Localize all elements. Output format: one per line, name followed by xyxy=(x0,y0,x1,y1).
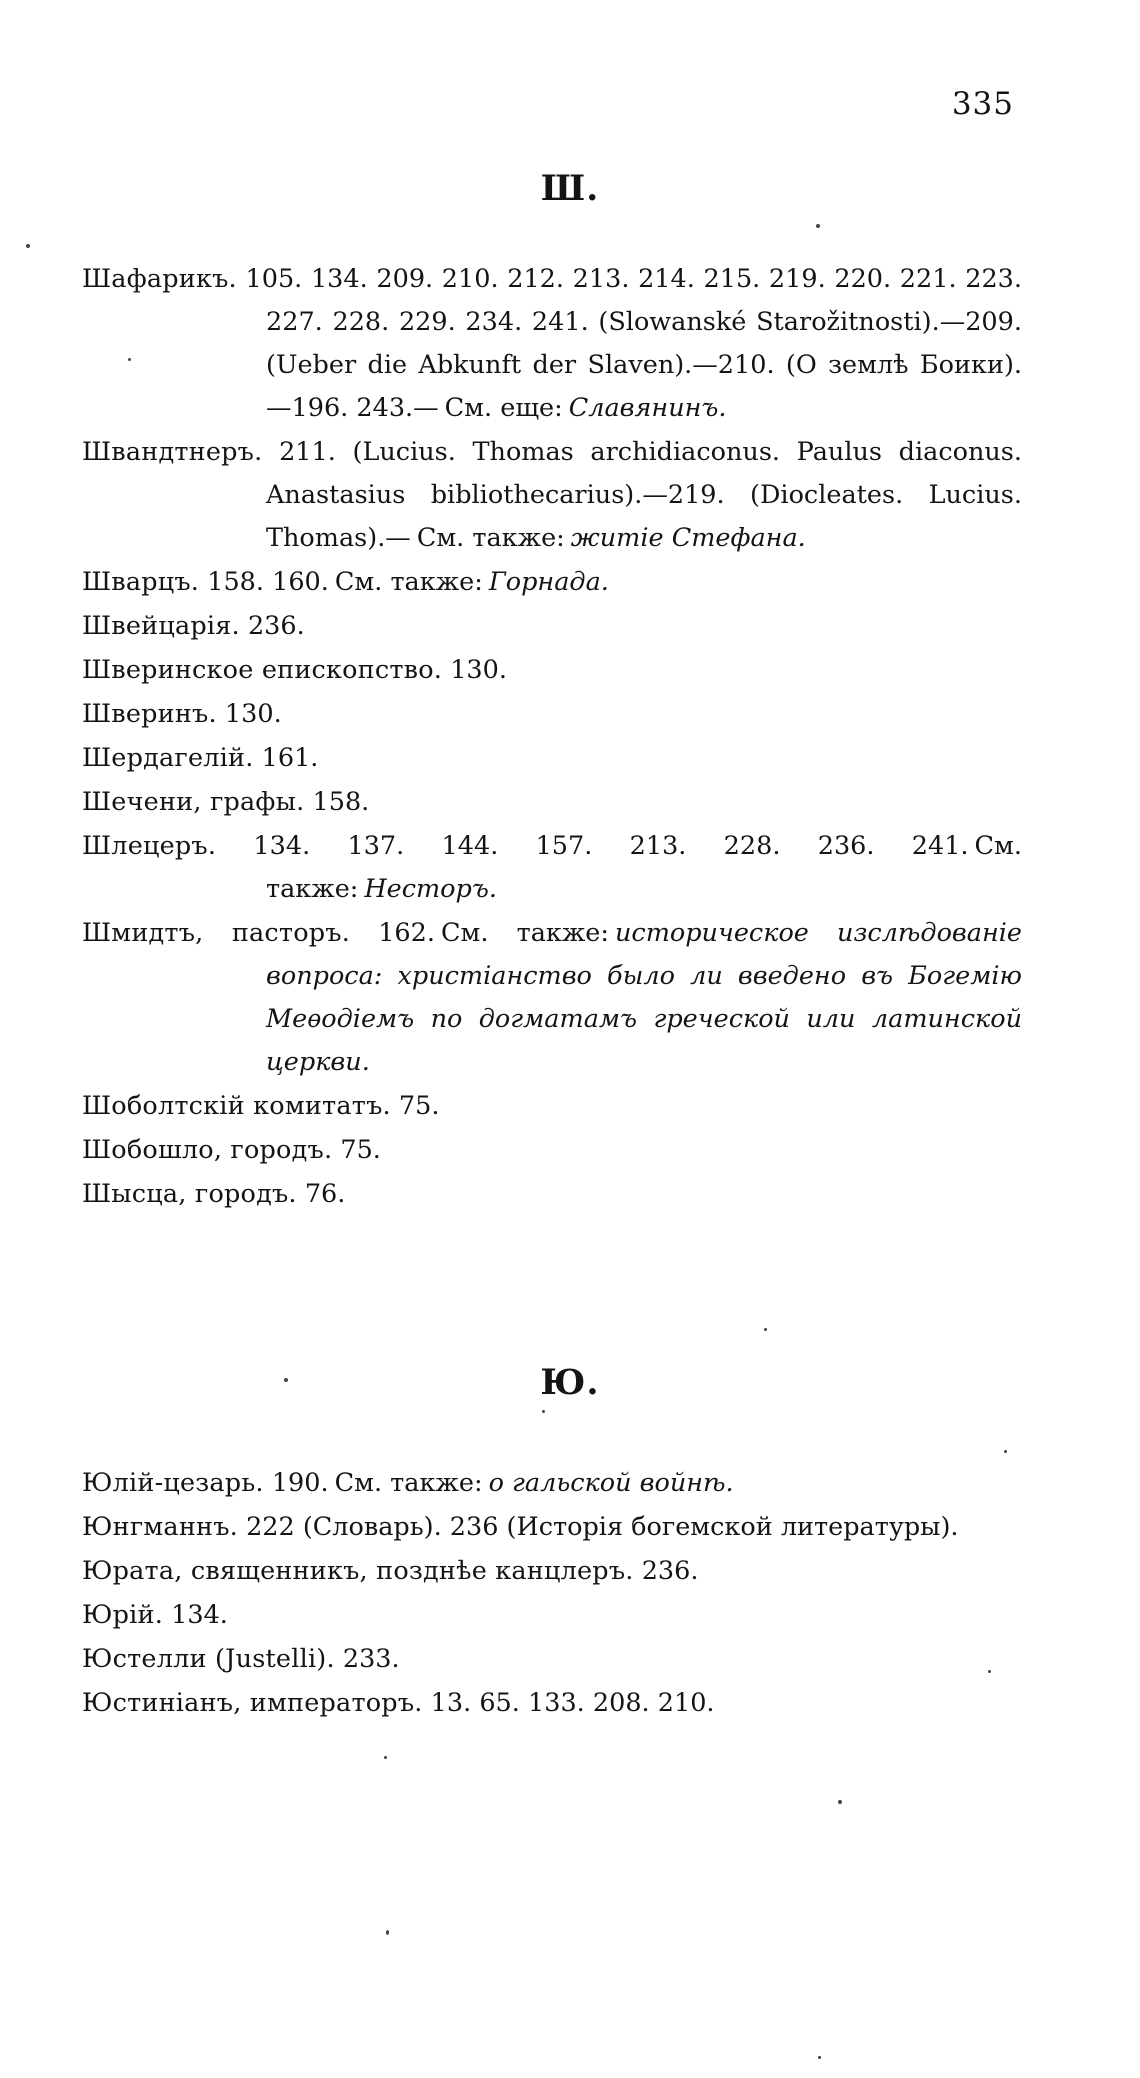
index-entry: Швейцарія. 236. xyxy=(82,611,305,641)
index-section-yu xyxy=(82,1462,1022,1726)
section-heading-sh: Ш. xyxy=(540,168,600,209)
scan-speck xyxy=(988,1670,991,1673)
scan-speck xyxy=(542,1410,545,1413)
scan-speck xyxy=(816,224,820,228)
scan-speck xyxy=(26,244,30,248)
index-entry: Шечени, графы. 158. xyxy=(82,787,370,817)
index-section-sh xyxy=(82,258,1022,1217)
index-entry: Шверинъ. 130. xyxy=(82,699,282,729)
index-entry: Юлій-цезарь. 190. См. также: о гальской войнѣ. xyxy=(82,1468,734,1498)
index-entry: Швандтнеръ. 211. (Lucius. Thomas archidiaconus. Paulus diaconus. Anastasius bibliothecarius).—219. (Diocleates. Lucius. Thomas).— См. также: житіе Стефана. xyxy=(82,437,1022,553)
index-entry: Шысца, городъ. 76. xyxy=(82,1179,346,1209)
index-entry: Шафарикъ. 105. 134. 209. 210. 212. 213. 214. 215. 219. 220. 221. 223. 227. 228. 229. 234. 241. (Slowanské Starožitnosti).—209. (Ueber die Abkunft der Slaven).—210. (О землѣ Боики).—196. 243.— См. еще: Славянинъ. xyxy=(82,264,1022,423)
scan-speck xyxy=(838,1800,842,1804)
index-entry: Шоболтскій комитатъ. 75. xyxy=(82,1091,440,1121)
index-entry: Юстиніанъ, императоръ. 13. 65. 133. 208. 210. xyxy=(82,1688,715,1718)
index-entry: Юнгманнъ. 222 (Словарь). 236 (Исторія богемской литературы). xyxy=(82,1512,959,1542)
scan-speck xyxy=(818,2056,821,2059)
index-entry: Шобошло, городъ. 75. xyxy=(82,1135,381,1165)
scan-speck xyxy=(128,358,131,361)
index-entry: Юстелли (Justelli). 233. xyxy=(82,1644,400,1674)
index-entry: Шердагелій. 161. xyxy=(82,743,319,773)
index-entry: Шварцъ. 158. 160. См. также: Горнада. xyxy=(82,567,609,597)
page-number: 335 xyxy=(951,86,1014,122)
scan-speck xyxy=(384,1756,387,1759)
section-heading-yu: Ю. xyxy=(540,1362,600,1403)
index-entry: Шмидтъ, пасторъ. 162. См. также: историческое изслѣдованіе вопроса: христіанство было ли введено въ Богемію Меѳодіемъ по догматамъ греческой или латинской церкви. xyxy=(82,918,1023,1077)
scan-speck xyxy=(764,1328,767,1331)
index-entry: Шлецеръ. 134. 137. 144. 157. 213. 228. 236. 241. См. также: Несторъ. xyxy=(82,831,1022,904)
scan-speck xyxy=(386,1930,389,1935)
scan-speck xyxy=(284,1378,288,1382)
scan-speck xyxy=(1004,1450,1007,1453)
index-entry: Шверинское епископство. 130. xyxy=(82,655,507,685)
index-entry: Юрата, священникъ, позднѣе канцлеръ. 236. xyxy=(82,1556,699,1586)
index-entry: Юрій. 134. xyxy=(82,1600,228,1630)
